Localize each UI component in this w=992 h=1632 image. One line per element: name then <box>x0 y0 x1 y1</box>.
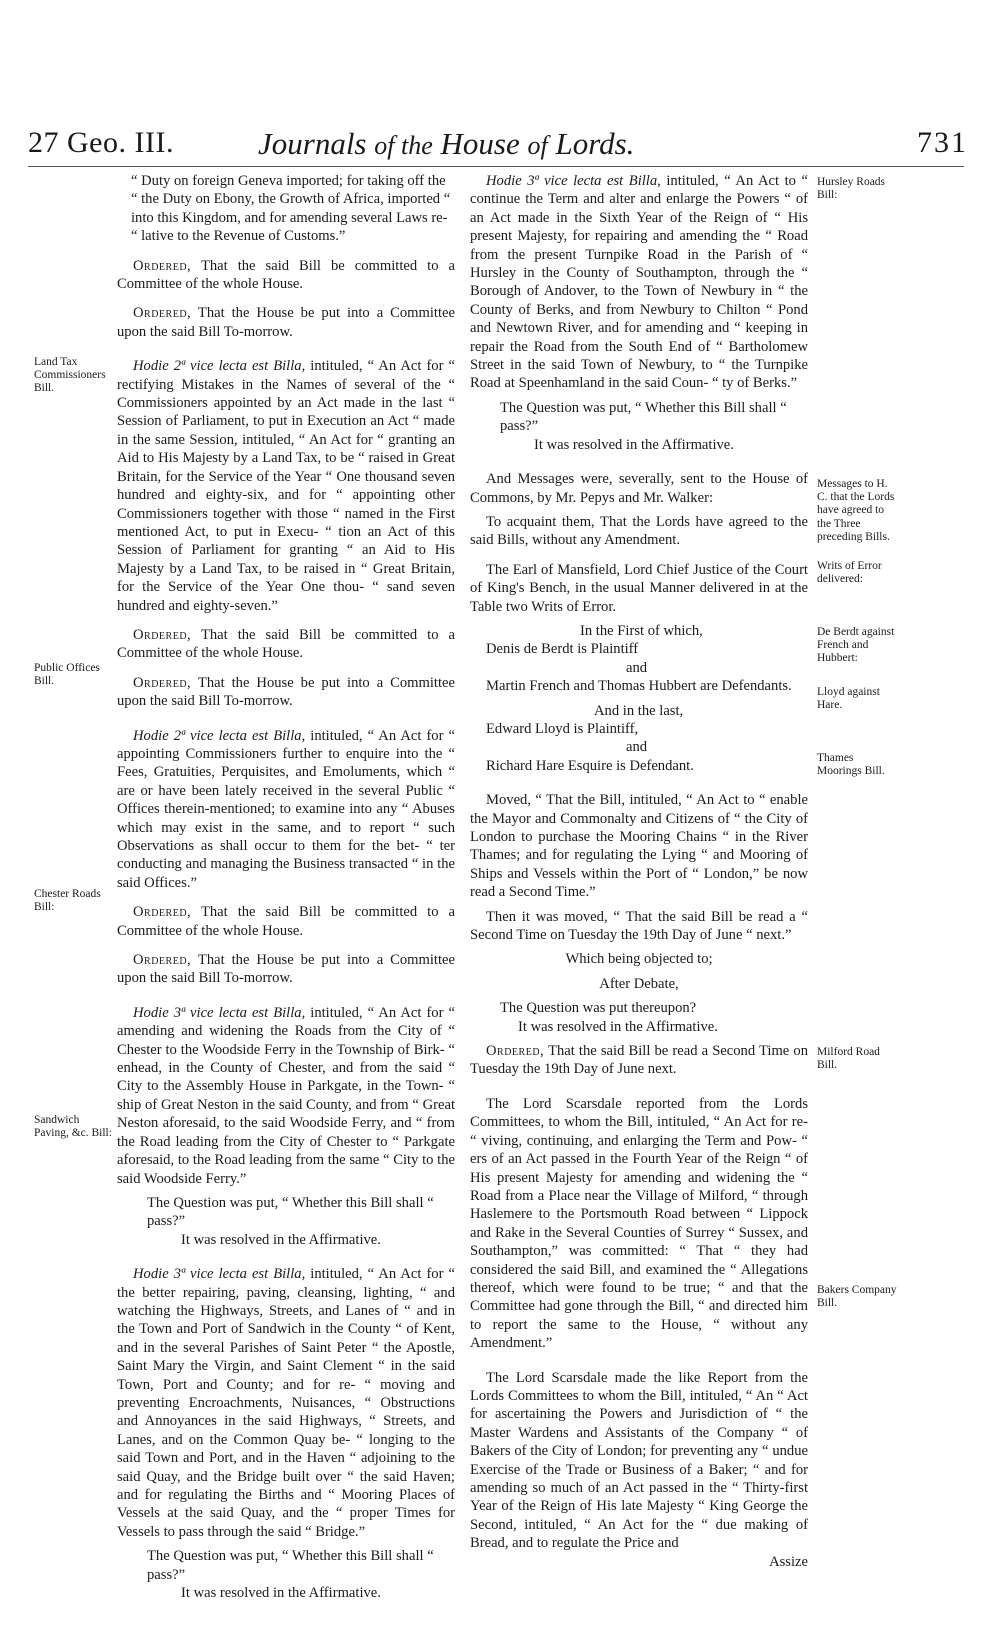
ordered-paragraph: Ordered, That the House be put into a Committee upon the said Bill To-morrow. <box>117 305 455 340</box>
title-of: of <box>527 131 548 160</box>
margin-note-land-tax: Land Tax Commissioners Bill. <box>34 356 106 395</box>
margin-note-hursley: Hursley Roads Bill: <box>817 176 886 202</box>
entry-text: Hodie 2ª vice lecta est Billa, intituled, “ An Act for “ appointing Commissioners further to enquire into the “ Fees, Gratuities, Perquisites, and Emoluments, which “ are or have been lately received in the several Public “ Offices therein-mentioned; to examine into any “ Abuses which may exist in the same, and to report “ such Observations as shall occur to them for the bet- “ ter conducting and managing the Business transacted “ in the said Offices.” <box>117 727 455 891</box>
question-put: The Question was put thereupon? <box>500 1000 697 1017</box>
header-rule <box>28 166 964 167</box>
ordered-paragraph: Ordered, That the said Bill be committed to a Committee of the whole House. <box>117 257 455 293</box>
margin-note-chester-roads: Chester Roads Bill: <box>34 888 101 914</box>
ordered-paragraph: Ordered, That the said Bill be read a Second Time on Tuesday the 19th Day of June next. <box>470 1043 808 1078</box>
title-journals: Journals <box>258 126 367 161</box>
ordered-paragraph: Ordered, That the said Bill be committed to a Committee of the whole House. <box>117 904 455 939</box>
margin-note-thames: Thames Moorings Bill. <box>817 752 885 778</box>
entry-chester-roads-bill <box>117 1004 455 1249</box>
after-debate: After Debate, <box>599 975 679 992</box>
resolved-affirmative: It was resolved in the Affirmative. <box>534 436 734 453</box>
resolved-affirmative: It was resolved in the Affirmative. <box>181 1231 381 1248</box>
left-column <box>117 172 455 1602</box>
motion-text: Moved, “ That the Bill, intituled, “ An Act to “ enable the Mayor and Commonalty and Citizens of “ the City of London to purchase the Mooring Chains “ in the River Thames; and for regulating the Lying “ and Mooring of Ships and Vessels within the Port of “ London,” be now read a Second Time.” <box>470 792 808 901</box>
last-plaintiff: Edward Lloyd is Plaintiff, <box>486 720 639 737</box>
entry-sandwich-paving-bill <box>117 1265 455 1602</box>
entry-text: Hodie 3ª vice lecta est Billa, intituled, “ An Act for “ amending and widening the Roads from the City of “ Chester to the Woodside Ferry in the Township of Birk- “ enhead, in the County of Chester, and from the said “ City to the Assembly House in Parkgate, in the Town- “ ship of Great Neston in the said County, and from “ Great Neston aforesaid, to the said Woodside Ferry, and “ from the Road leading from the City of Chester to “ Parkgate aforesaid, to the Road leading from the same “ City to the said Woodside Ferry.” <box>117 1004 455 1187</box>
right-column <box>470 172 808 1571</box>
entry-public-offices-bill <box>117 727 455 988</box>
first-writ-intro: In the First of which, <box>580 622 703 639</box>
title-lords: Lords. <box>555 126 635 161</box>
resolved-affirmative: It was resolved in the Affirmative. <box>518 1018 718 1035</box>
entry-text: Hodie 3ª vice lecta est Billa, intituled, “ An Act to “ continue the Term and alter and enlarge the Powers “ of an Act made in the Sixth Year of the Reign of “ His present Majesty, for repairing and amending the “ Road from the present Turnpike Road in the Parish of “ Hursley in the County of Southampton, through the “ Borough of Andover, to the Town of Newbury in “ the County of Berks, and from Newbury to Chilton “ Pond and Newtown River, and for amending and “ keeping in repair the Road from the South End of “ Bartholomew Street in the said Town of Newbury, to “ the Turnpike Road at Speenhamland in the said Coun- “ ty of Berks.” <box>470 173 808 392</box>
messages-text: And Messages were, severally, sent to the House of Commons, by Mr. Pepys and Mr. Walker: <box>470 471 808 506</box>
entry-writs-of-error <box>470 561 808 775</box>
catchword: Assize <box>769 1553 808 1570</box>
conjunction: and <box>626 659 648 676</box>
entry-text: “ Duty on foreign Geneva imported; for taking off the “ the Duty on Ebony, the Growth of Africa, imported “ into this Kingdom, and for amending several Laws re- “ lative to the Revenue of Customs.” <box>131 173 451 245</box>
report-text: The Lord Scarsdale made the like Report from the Lords Committees to whom the Bill, intituled, “ An “ Act for ascertaining the Powers and Jurisdiction of “ the Master Wardens and Assistants of the Company “ of Bakers of the City of London; for preventing any “ undue Exercise of the Trade or Business of a Baker; “ and for amending so much of an Act passed in the “ Thirty-first Year of the Reign of His late Majesty “ King George the Second, intituled, “ An Act for the “ due making of Bread, and to regulate the Price and <box>470 1369 808 1552</box>
writs-text: The Earl of Mansfield, Lord Chief Justice of the Court of King's Bench, in the usual Manner delivered in at the Table two Writs of Error. <box>470 561 808 615</box>
entry-customs-bill <box>117 172 455 341</box>
entry-hursley-roads-bill <box>470 172 808 454</box>
page-number: 731 <box>917 126 968 159</box>
entry-thames-moorings-bill <box>470 791 808 1079</box>
entry-land-tax-bill <box>117 357 455 710</box>
entry-text: Hodie 2ª vice lecta est Billa, intituled, “ An Act for “ rectifying Mistakes in the Names of several of the “ Commissioners appointed by an Act made in the last “ Session of Parliament, to put in Execution an Act “ made in the same Session, intituled, “ An Act for “ granting an Aid to His Majesty by a Land Tax, to be “ raised in Great Britain, for the Service of the Year “ One thousand seven hundred and eighty-six, and for “ appointing other Commissioners together with those “ named in the First mentioned Act, to put in Execu- “ tion an Act of this Session of Parliament for granting “ an Aid to His Majesty by a Land Tax, to be raised in “ Great Britain, for the Service of the Year One thou- “ sand seven hundred and eighty-seven.” <box>117 358 455 614</box>
second-motion-text: Then it was moved, “ That the said Bill be read a “ Second Time on Tuesday the 19th Day of June “ next.” <box>470 908 808 944</box>
last-defendant: Richard Hare Esquire is Defendant. <box>486 757 694 774</box>
question-put: The Question was put, “ Whether this Bill shall “ pass?” <box>500 399 787 435</box>
journal-title <box>258 126 634 162</box>
margin-note-de-berdt: De Berdt against French and Hubbert: <box>817 626 895 665</box>
title-house: House <box>440 126 520 161</box>
first-plaintiff: Denis de Berdt is Plaintiff <box>486 641 639 658</box>
margin-note-writs: Writs of Error delivered: <box>817 560 882 586</box>
acquaint-text: To acquaint them, That the Lords have agreed to the said Bills, without any Amendment. <box>470 513 808 549</box>
margin-note-public-offices: Public Offices Bill. <box>34 662 100 688</box>
ordered-paragraph: Ordered, That the House be put into a Committee upon the said Bill To-morrow. <box>117 952 455 987</box>
margin-note-sandwich: Sandwich Paving, &c. Bill: <box>34 1114 112 1140</box>
margin-note-milford: Milford Road Bill. <box>817 1046 880 1072</box>
last-writ-intro: And in the last, <box>594 702 684 719</box>
question-put: The Question was put, “ Whether this Bill shall “ pass?” <box>147 1194 434 1230</box>
margin-note-messages: Messages to H. C. that the Lords have agreed to the Three preceding Bills. <box>817 478 895 543</box>
ordered-paragraph: Ordered, That the House be put into a Committee upon the said Bill To-morrow. <box>117 674 455 710</box>
entry-bakers-company-bill <box>470 1369 808 1571</box>
entry-messages-to-commons <box>470 470 808 550</box>
conjunction: and <box>626 739 648 756</box>
margin-note-bakers: Bakers Company Bill. <box>817 1284 897 1310</box>
entry-milford-road-bill <box>470 1095 808 1353</box>
resolved-affirmative: It was resolved in the Affirmative. <box>181 1585 381 1602</box>
title-of-the: of the <box>374 131 433 160</box>
objected-text: Which being objected to; <box>565 951 713 968</box>
entry-text: Hodie 3ª vice lecta est Billa, intituled, “ An Act for “ the better repairing, paving, cleansing, lighting, “ and watching the Highways, Streets, and Lanes of “ and in the Town and Port of Sandwich in the County “ of Kent, and in the several Parishes of Saint Peter “ the Apostle, Saint Mary the Virgin, and Saint Clement “ in the said Town, Port and County; and for re- “ moving and preventing Encroachments, Nuisances, “ Obstructions and Annoyances in the said Highways, “ Streets, and Lanes, and on the Common Quay be- “ longing to the said Town and Port, and in the Haven “ adjoining to the said Quay, and the Bridge built over “ the said Haven; and for regulating the Births and “ Mooring Places of Vessels at the said Quay, and the “ proper Times for Vessels to pass through the said “ Bridge.” <box>117 1266 455 1540</box>
ordered-paragraph: Ordered, That the said Bill be committed to a Committee of the whole House. <box>117 626 455 662</box>
question-put: The Question was put, “ Whether this Bill shall “ pass?” <box>147 1548 434 1583</box>
first-defendants: Martin French and Thomas Hubbert are Defendants. <box>486 678 792 695</box>
report-text: The Lord Scarsdale reported from the Lords Committees, to whom the Bill, intituled, “ An Act for re- “ viving, continuing, and enlarging the Term and Pow- “ ers of an Act passed in the Fourth Year of the Reign “ of His present Majesty for amending and widening the “ Road from a Place near the Village of Milford, “ through Haslemere to the Portsmouth Road between “ Lippock and Rake in the Several Counties of Surrey “ Sussex, and Southampton,” was committed: “ That “ they had considered the said Bill, and examined the “ Allegations thereof, which were found to be true; “ and that the Committee had gone through the Bill, “ and directed him to report the same to the House, “ without any Amendment.” <box>470 1095 808 1352</box>
page-header <box>28 126 968 166</box>
regnal-year: 27 Geo. III. <box>28 126 174 159</box>
margin-note-lloyd: Lloyd against Hare. <box>817 686 880 712</box>
